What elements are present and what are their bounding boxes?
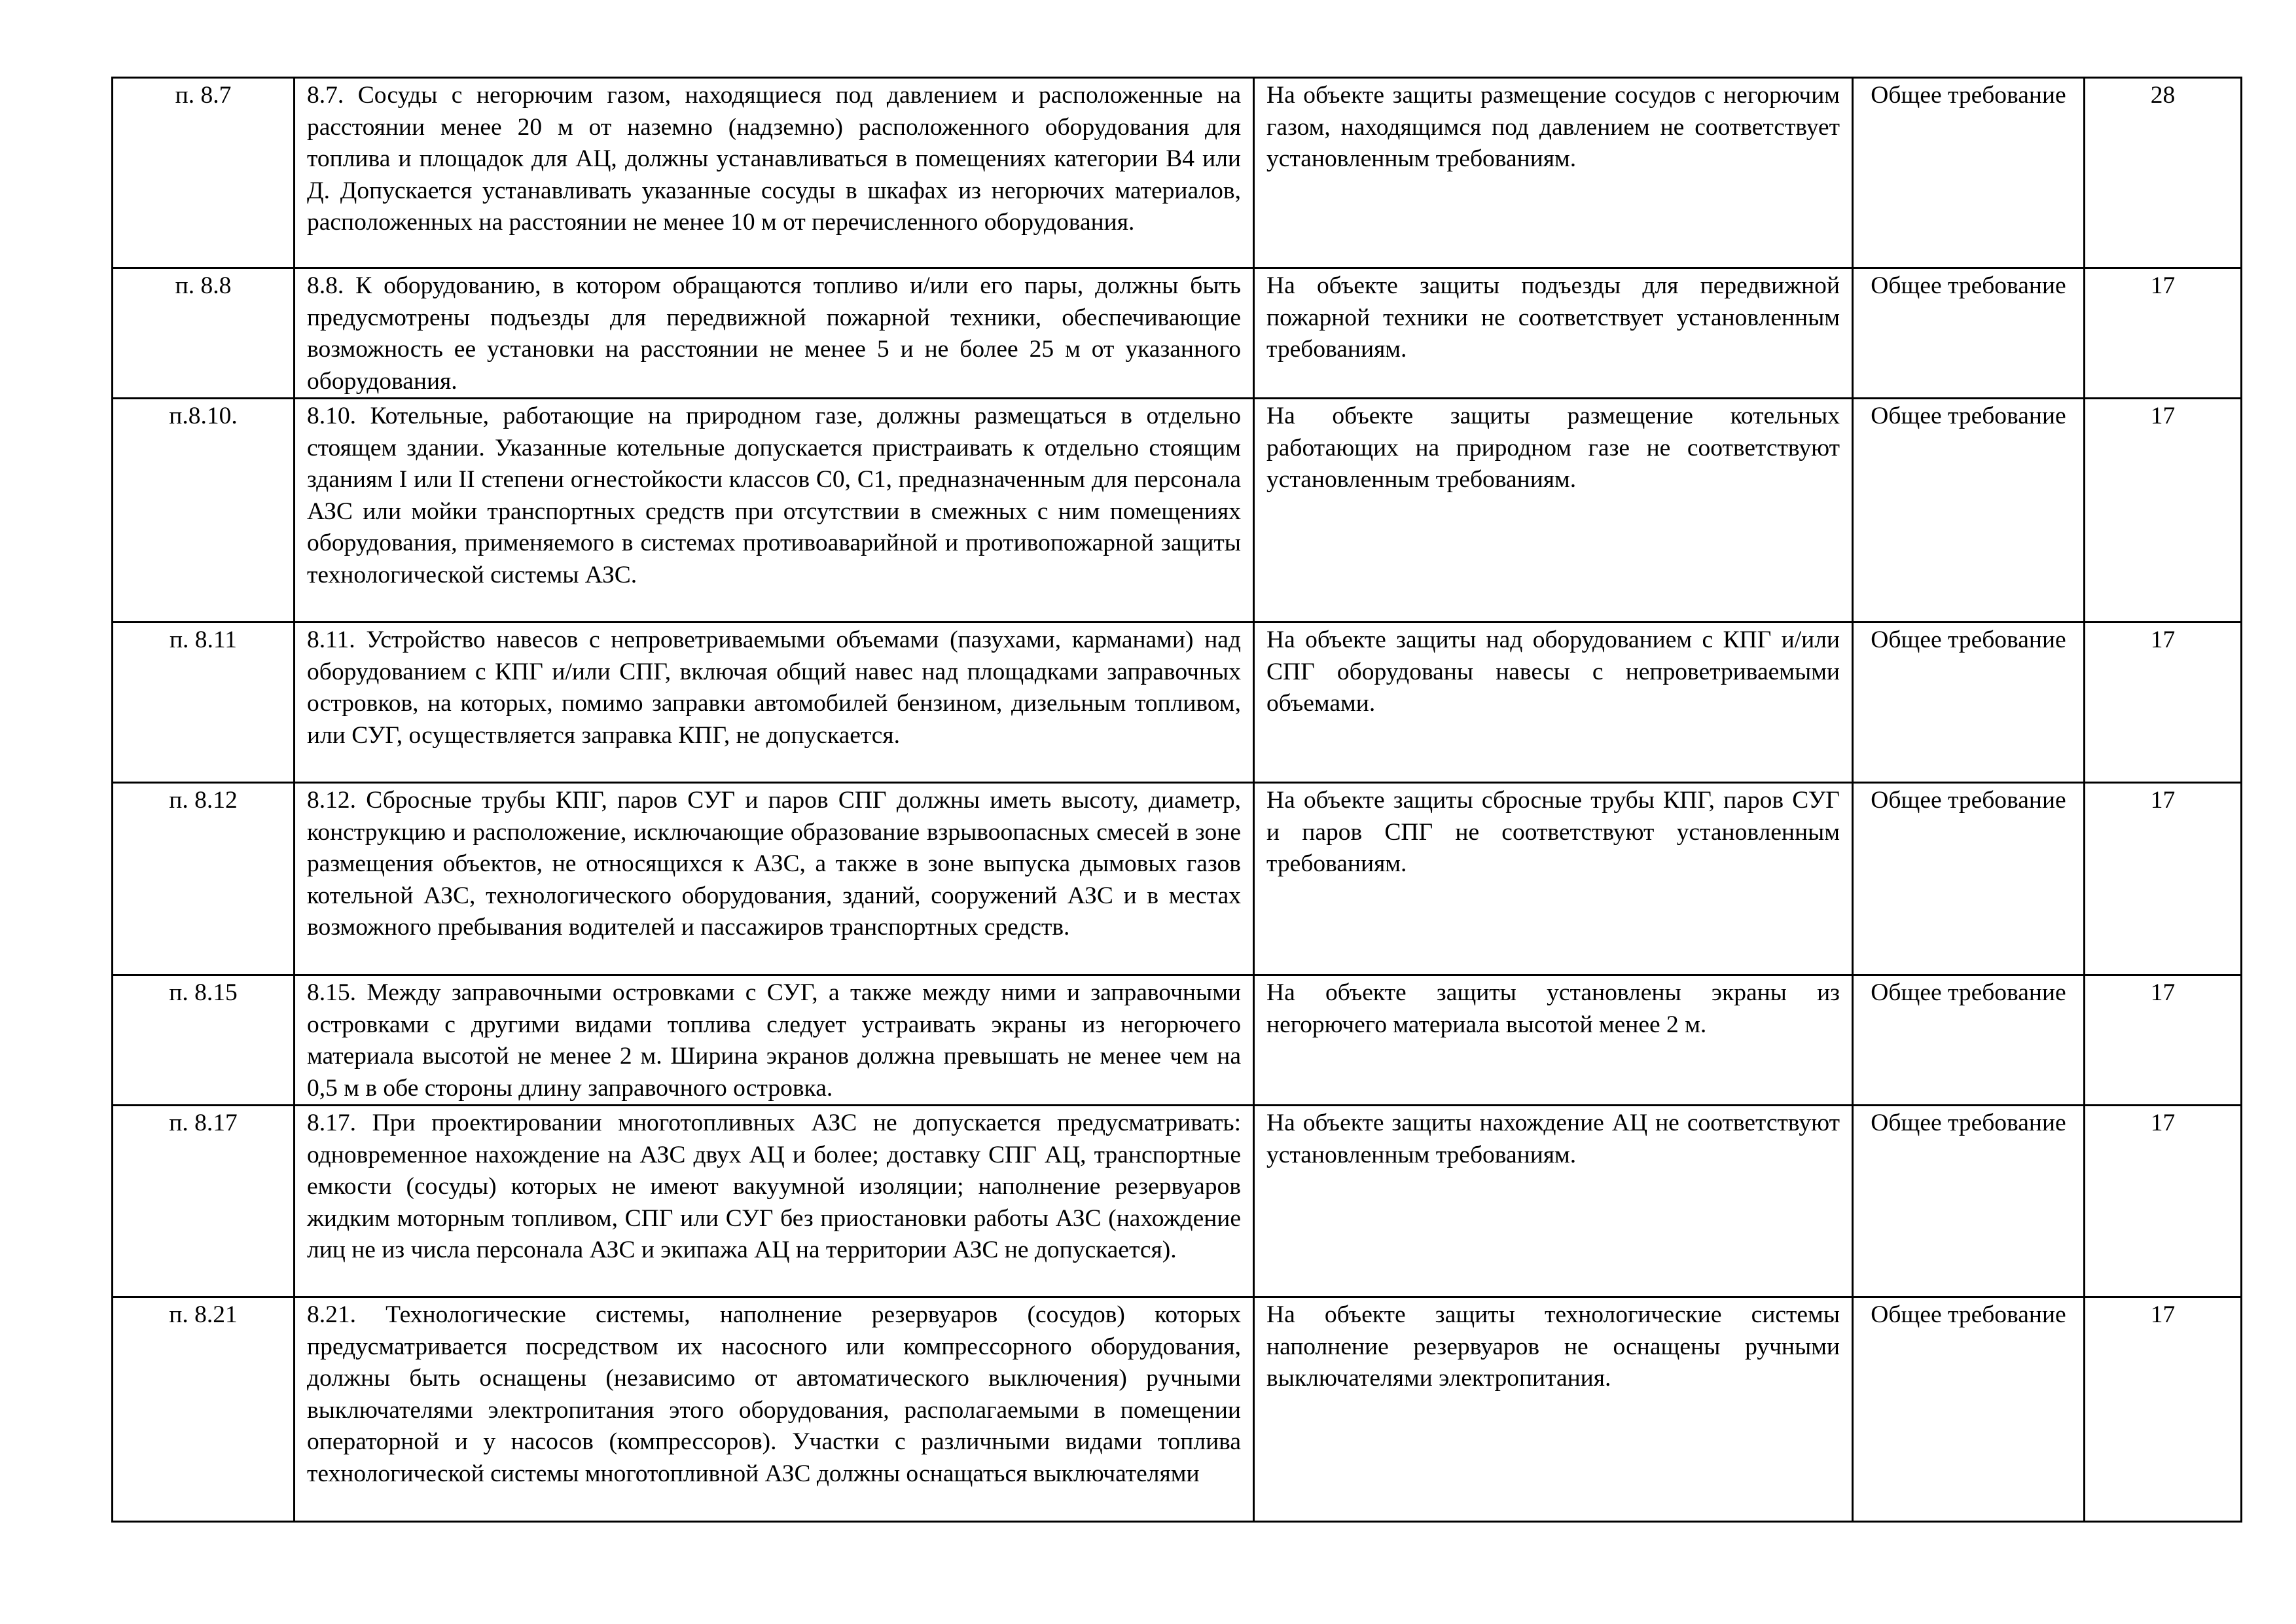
row-number: 17 xyxy=(2085,1297,2242,1522)
table-row xyxy=(113,268,2242,399)
table-row xyxy=(113,975,2242,1106)
requirement-text: 8.15. Между заправочными островками с СУГ, а также между ними и заправочными островками с другими видами топлива следует устраивать экраны из негорючего материала высотой не менее 2 м. Ширина экранов должна превышать не менее чем на 0,5 м в обе стороны длину заправочного островка. xyxy=(295,975,1254,1106)
requirement-text: 8.21. Технологические системы, наполнение резервуаров (сосудов) которых предусматривается посредством их насосного или компрессорного оборудования, должны быть оснащены (независимо от автоматического выключения) ручными выключателями электропитания этого оборудования, располагаемыми в помещении операторной и у насосов (компрессоров). Участки с различными видами топлива технологической системы многотопливной АЗС должны оснащаться выключателями xyxy=(295,1297,1254,1522)
clause-reference: п. 8.11 xyxy=(113,623,295,783)
requirement-type: Общее требование xyxy=(1853,623,2085,783)
finding-text: На объекте защиты размещение сосудов с негорючим газом, находящимся под давлением не соответствует установленным требованиям. xyxy=(1254,78,1853,268)
requirement-type: Общее требование xyxy=(1853,1106,2085,1297)
finding-text: На объекте защиты установлены экраны из негорючего материала высотой менее 2 м. xyxy=(1254,975,1853,1106)
finding-text: На объекте защиты подъезды для передвижной пожарной техники не соответствует установленным требованиям. xyxy=(1254,268,1853,399)
table-row xyxy=(113,1106,2242,1297)
clause-reference: п. 8.17 xyxy=(113,1106,295,1297)
row-number: 17 xyxy=(2085,1106,2242,1297)
row-number: 28 xyxy=(2085,78,2242,268)
row-number: 17 xyxy=(2085,783,2242,975)
clause-reference: п. 8.15 xyxy=(113,975,295,1106)
requirement-type: Общее требование xyxy=(1853,268,2085,399)
requirements-table xyxy=(111,77,2242,1523)
clause-reference: п. 8.12 xyxy=(113,783,295,975)
requirement-text: 8.8. К оборудованию, в котором обращаются топливо и/или его пары, должны быть предусмотрены подъезды для передвижной пожарной техники, обеспечивающие возможность ее установки на расстоянии не менее 5 и не более 25 м от указанного оборудования. xyxy=(295,268,1254,399)
clause-reference: п.8.10. xyxy=(113,399,295,623)
requirement-type: Общее требование xyxy=(1853,783,2085,975)
clause-reference: п. 8.7 xyxy=(113,78,295,268)
table-body xyxy=(113,78,2242,1522)
table-row xyxy=(113,623,2242,783)
finding-text: На объекте защиты технологические системы наполнение резервуаров не оснащены ручными выключателями электропитания. xyxy=(1254,1297,1853,1522)
table-row xyxy=(113,78,2242,268)
requirement-type: Общее требование xyxy=(1853,399,2085,623)
clause-reference: п. 8.21 xyxy=(113,1297,295,1522)
table-row xyxy=(113,1297,2242,1522)
requirement-text: 8.12. Сбросные трубы КПГ, паров СУГ и паров СПГ должны иметь высоту, диаметр, конструкцию и расположение, исключающие образование взрывоопасных смесей в зоне размещения объектов, не относящихся к АЗС, а также в зоне выпуска дымовых газов котельной АЗС, технологического оборудования, зданий, сооружений АЗС и в местах возможного пребывания водителей и пассажиров транспортных средств. xyxy=(295,783,1254,975)
requirement-text: 8.10. Котельные, работающие на природном газе, должны размещаться в отдельно стоящем здании. Указанные котельные допускается пристраивать к отдельно стоящим зданиям I или II степени огнестойкости классов С0, С1, предназначенным для персонала АЗС или мойки транспортных средств при отсутствии в смежных с ним помещениях оборудования, применяемого в системах противоаварийной и противопожарной защиты технологической системы АЗС. xyxy=(295,399,1254,623)
requirement-type: Общее требование xyxy=(1853,975,2085,1106)
row-number: 17 xyxy=(2085,399,2242,623)
clause-reference: п. 8.8 xyxy=(113,268,295,399)
requirement-text: 8.7. Сосуды с негорючим газом, находящиеся под давлением и расположенные на расстоянии менее 20 м от наземно (надземно) расположенного оборудования для топлива и площадок для АЦ, должны устанавливаться в помещениях категории В4 или Д. Допускается устанавливать указанные сосуды в шкафах из негорючих материалов, расположенных на расстоянии не менее 10 м от перечисленного оборудования. xyxy=(295,78,1254,268)
row-number: 17 xyxy=(2085,975,2242,1106)
table-row xyxy=(113,783,2242,975)
requirement-type: Общее требование xyxy=(1853,1297,2085,1522)
row-number: 17 xyxy=(2085,623,2242,783)
table-row xyxy=(113,399,2242,623)
requirement-text: 8.11. Устройство навесов с непроветриваемыми объемами (пазухами, карманами) над оборудованием с КПГ и/или СПГ, включая общий навес над площадками заправочных островков, на которых, помимо заправки автомобилей бензином, дизельным топливом, или СУГ, осуществляется заправка КПГ, не допускается. xyxy=(295,623,1254,783)
row-number: 17 xyxy=(2085,268,2242,399)
finding-text: На объекте защиты над оборудованием с КПГ и/или СПГ оборудованы навесы с непроветриваемыми объемами. xyxy=(1254,623,1853,783)
finding-text: На объекте защиты размещение котельных работающих на природном газе не соответствуют установленным требованиям. xyxy=(1254,399,1853,623)
finding-text: На объекте защиты нахождение АЦ не соответствуют установленным требованиям. xyxy=(1254,1106,1853,1297)
requirement-type: Общее требование xyxy=(1853,78,2085,268)
finding-text: На объекте защиты сбросные трубы КПГ, паров СУГ и паров СПГ не соответствуют установленным требованиям. xyxy=(1254,783,1853,975)
requirement-text: 8.17. При проектировании многотопливных АЗС не допускается предусматривать: одновременное нахождение на АЗС двух АЦ и более; доставку СПГ АЦ, транспортные емкости (сосуды) которых не имеют вакуумной изоляции; наполнение резервуаров жидким моторным топливом, СПГ или СУГ без приостановки работы АЗС (нахождение лиц не из числа персонала АЗС и экипажа АЦ на территории АЗС не допускается). xyxy=(295,1106,1254,1297)
